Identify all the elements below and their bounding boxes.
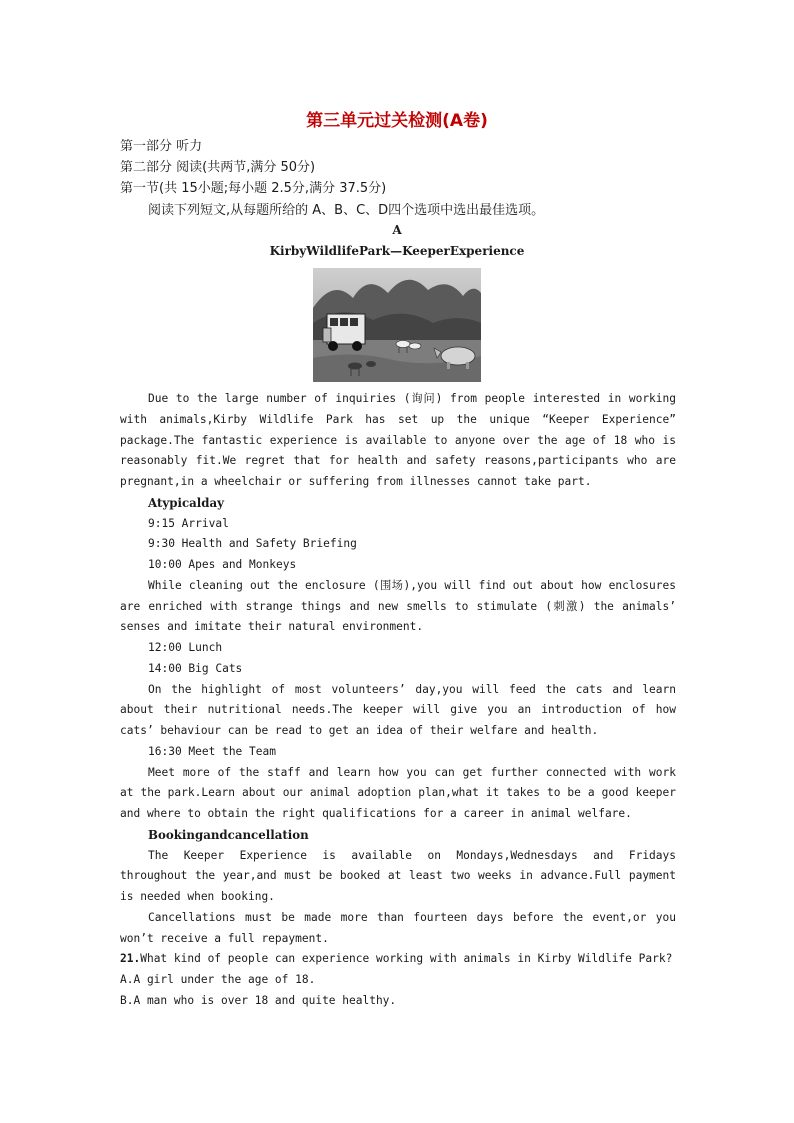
- option-b: B.A man who is over 18 and quite healthy.: [120, 993, 397, 1007]
- paragraph-team: Meet more of the staff and learn how you can get further connected with work at the park.Learn about our animal adoption plan,what it takes to be a good keeper and where to obtain the right qualifications for a career in animal welfare.: [120, 765, 676, 820]
- question-text: What kind of people can experience working with animals in Kirby Wildlife Park?: [140, 952, 673, 966]
- heading-typical-day: Atypicalday: [148, 495, 225, 510]
- paragraph-intro: Due to the large number of inquiries (询问) from people interested in working with animals,Kirby Wildlife Park has set up the unique “Keeper Experience” package.The fantastic experience is available to anyone over the age of 18 who is reasonably fit.We regret that for health and safety reasons,participants who are pregnant,in a wheelchair or suffering from illnesses cannot take part.: [120, 392, 676, 488]
- paragraph-cancel: Cancellations must be made more than fourteen days before the event,or you won’t receive a full repayment.: [120, 910, 676, 945]
- section-part-one: 第一节(共 15小题;每小题 2.5分,满分 37.5分): [120, 181, 387, 196]
- instructions: 阅读下列短文,从每题所给的 A、B、C、D四个选项中选出最佳选项。: [148, 203, 545, 218]
- paragraph-cats: On the highlight of most volunteers’ day,you will feed the cats and learn about their nutritional needs.The keeper will give you an introduction of how cats’ behaviour can be read to get an idea of their welfare and health.: [120, 682, 676, 737]
- paragraph-booking: The Keeper Experience is available on Mondays,Wednesdays and Fridays throughout the year,and must be booked at least two weeks in advance.Full payment is needed when booking.: [120, 848, 676, 903]
- heading-booking: Bookingandcancellation: [148, 827, 309, 842]
- passage-letter: A: [392, 223, 402, 237]
- schedule-item: 9:30 Health and Safety Briefing: [148, 537, 357, 551]
- passage-title: KirbyWildlifePark—KeeperExperience: [269, 244, 525, 258]
- section-listening: 第一部分 听力: [120, 139, 203, 154]
- question-21: [120, 949, 676, 970]
- section-reading: 第二部分 阅读(共两节,满分 50分): [120, 160, 316, 175]
- schedule-item: 9:15 Arrival: [148, 516, 229, 530]
- document-title: 第三单元过关检测(A卷): [306, 111, 488, 131]
- paragraph-apes: While cleaning out the enclosure (围场),you will find out about how enclosures are enriched with strange things and new smells to stimulate (刺激) the animals’ senses and imitate their natural environment.: [120, 578, 676, 634]
- schedule-item: 14:00 Big Cats: [148, 661, 243, 675]
- wildlife-park-photo: [313, 268, 481, 382]
- passage-body: [120, 389, 676, 1012]
- question-number: 21.: [120, 952, 141, 966]
- schedule-item: 10:00 Apes and Monkeys: [148, 558, 297, 571]
- schedule-item: 12:00 Lunch: [148, 641, 223, 654]
- option-a: A.A girl under the age of 18.: [120, 973, 316, 986]
- schedule-item: 16:30 Meet the Team: [148, 744, 276, 758]
